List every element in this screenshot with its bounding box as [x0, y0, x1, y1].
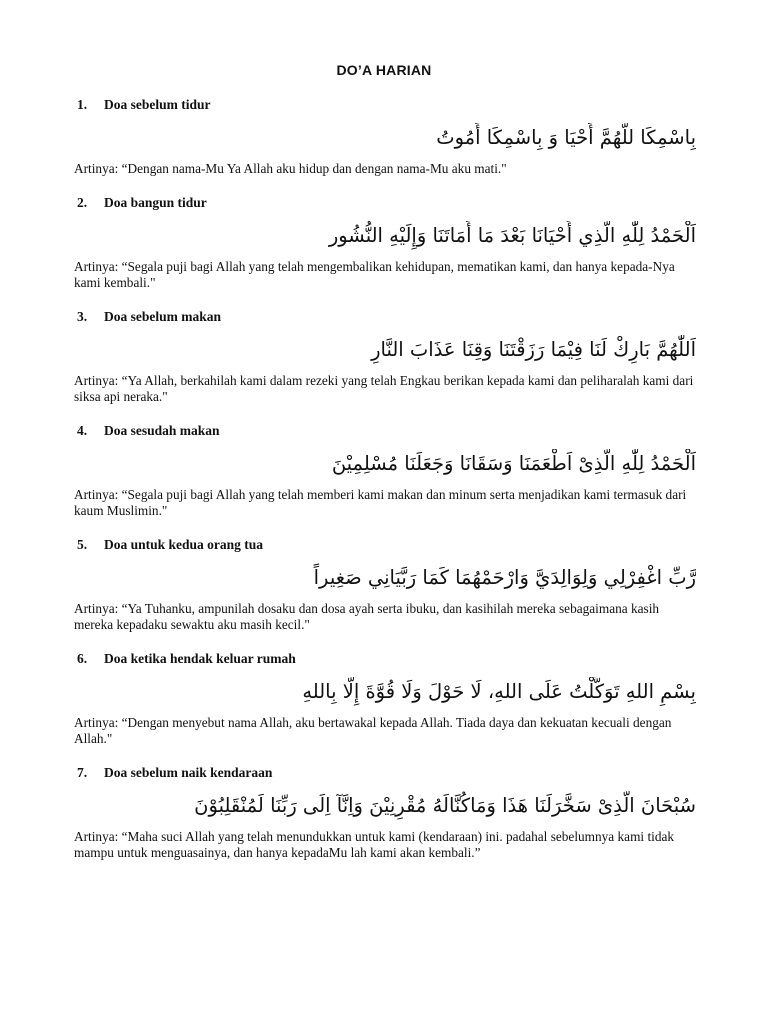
prayer-title: Doa untuk kedua orang tua	[104, 537, 264, 552]
prayer-number: 6.	[77, 651, 88, 666]
prayer-number: 7.	[77, 765, 88, 780]
prayer-meaning: Artinya: “Maha suci Allah yang telah menundukkan untuk kami (kendaraan) ini. padahal sebelumnya kami tidak mampu untuk menguasainya, dan hanya kepadaMu lah kami akan kembali.”	[74, 829, 675, 860]
prayer-item-4	[74, 423, 696, 519]
prayer-title: Doa bangun tidur	[104, 195, 207, 210]
document-title: DO’A HARIAN	[336, 62, 432, 78]
prayer-heading	[74, 309, 696, 327]
arabic-text: اَلْحَمْدُ لِلّٰهِ الَّذِي أَحْيَانَا بَعْدَ مَا أَمَاتَنَا وَإِلَيْهِ النُّشُور	[328, 224, 696, 247]
prayer-meaning: Artinya: “Segala puji bagi Allah yang telah mengembalikan kehidupan, mematikan kami, dan hanya kepada-Nya kami kembali."	[74, 259, 675, 290]
prayer-heading	[74, 195, 696, 213]
prayer-title: Doa sesudah makan	[104, 423, 220, 438]
arabic-text: سُبْحَانَ الَّذِىْ سَخَّرَلَنَا هَذَا وَمَاكُنَّالَهُ مُقْرِنِيْنَ وَاِنَّآ اِلَى رَبِّنَا لَمُنْقَلِبُوْنَ	[194, 794, 696, 817]
arabic-text: بِسْمِ اللهِ تَوَكَّلْتُ عَلَى اللهِ، لَا حَوْلَ وَلَا قُوَّةَ إِلَّا بِاللهِ	[302, 680, 696, 703]
prayer-meaning: Artinya: “Dengan menyebut nama Allah, aku bertawakal kepada Allah. Tiada daya dan kekuatan kecuali dengan Allah."	[74, 715, 672, 746]
arabic-text: اَللّٰهُمَّ بَارِكْ لَنَا فِيْمَا رَزَقْتَنَا وَقِنَا عَذَابَ النَّارِ	[371, 338, 696, 361]
arabic-text: بِاسْمِكَا للَّهُمَّ أَحْيَا وَ بِاسْمِكَا أَمُوتُ	[436, 126, 696, 149]
prayer-title: Doa sebelum naik kendaraan	[104, 765, 273, 780]
prayer-title: Doa ketika hendak keluar rumah	[104, 651, 296, 666]
arabic-text: رَّبِّ اغْفِرْلِي وَلِوَالِدَيَّ وَارْحَمْهُمَا كَمَا رَبَّيَانِي صَغِيراً	[313, 566, 696, 589]
prayer-heading	[74, 97, 696, 115]
prayer-number: 4.	[77, 423, 88, 438]
prayer-number: 3.	[77, 309, 88, 324]
prayer-meaning: Artinya: “Ya Tuhanku, ampunilah dosaku dan dosa ayah serta ibuku, dan kasihilah mereka sebagaimana kasih mereka kepadaku sewaktu aku masih kecil."	[74, 601, 660, 632]
prayer-heading	[74, 423, 696, 441]
prayer-item-3	[74, 309, 696, 405]
prayer-item-7	[74, 765, 696, 861]
prayer-heading	[74, 537, 696, 555]
prayer-item-6	[74, 651, 696, 747]
prayer-number: 5.	[77, 537, 88, 552]
prayer-title: Doa sebelum makan	[104, 309, 222, 324]
prayer-item-2	[74, 195, 696, 291]
arabic-text: اَلْحَمْدُ لِلّٰهِ الَّذِىْ اَطْعَمَنَا وَسَقَانَا وَجَعَلَنَا مُسْلِمِيْنَ	[331, 452, 696, 475]
prayer-number: 2.	[77, 195, 88, 210]
prayer-title: Doa sebelum tidur	[104, 97, 211, 112]
prayer-item-1	[74, 97, 696, 177]
prayer-meaning: Artinya: “Dengan nama-Mu Ya Allah aku hidup dan dengan nama-Mu aku mati."	[74, 161, 507, 176]
prayer-meaning: Artinya: “Segala puji bagi Allah yang telah memberi kami makan dan minum serta menjadikan kami termasuk dari kaum Muslimin."	[74, 487, 687, 518]
prayer-meaning: Artinya: “Ya Allah, berkahilah kami dalam rezeki yang telah Engkau berikan kepada kami dan peliharalah kami dari siksa api neraka."	[74, 373, 694, 404]
prayer-number: 1.	[77, 97, 88, 112]
prayer-heading	[74, 651, 696, 669]
prayer-heading	[74, 765, 696, 783]
prayer-item-5	[74, 537, 696, 633]
